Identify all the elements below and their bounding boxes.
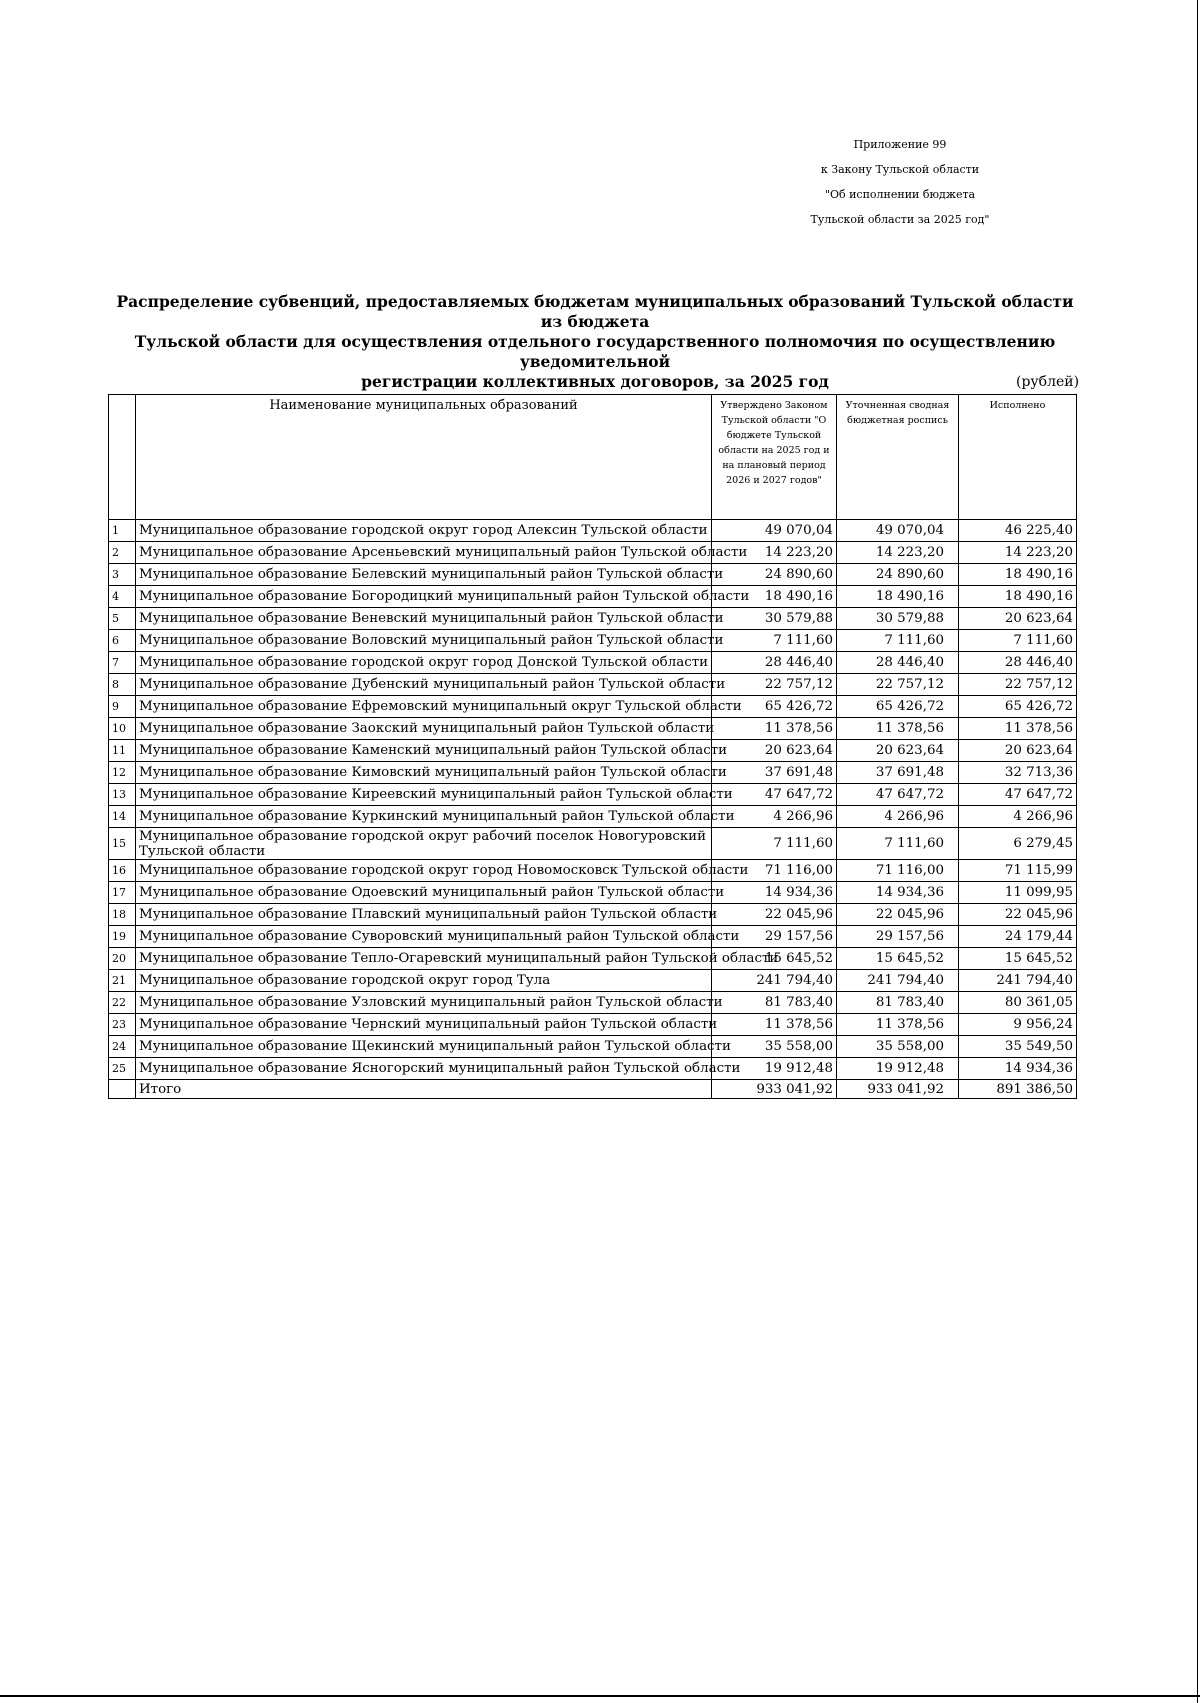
table-row — [109, 1036, 1077, 1058]
row-refined: 11 378,56 — [837, 718, 959, 740]
row-refined: 22 045,96 — [837, 904, 959, 926]
row-index: 23 — [109, 1014, 136, 1036]
row-index: 10 — [109, 718, 136, 740]
row-executed: 18 490,16 — [959, 586, 1077, 608]
row-name: Муниципальное образование Чернский муниципальный район Тульской области — [136, 1014, 712, 1036]
row-approved: 35 558,00 — [712, 1036, 837, 1058]
row-refined: 11 378,56 — [837, 1014, 959, 1036]
row-index: 12 — [109, 762, 136, 784]
table-row — [109, 992, 1077, 1014]
row-approved: 19 912,48 — [712, 1058, 837, 1080]
row-refined: 81 783,40 — [837, 992, 959, 1014]
row-executed: 35 549,50 — [959, 1036, 1077, 1058]
row-index: 16 — [109, 860, 136, 882]
table-row — [109, 674, 1077, 696]
row-approved: 65 426,72 — [712, 696, 837, 718]
row-executed: 46 225,40 — [959, 520, 1077, 542]
appendix-line: Тульской области за 2025 год" — [810, 213, 990, 226]
row-name: Муниципальное образование городской округ рабочий поселок Новогуровский Тульской области — [136, 828, 712, 860]
table-row — [109, 586, 1077, 608]
row-name: Муниципальное образование городской округ город Тула — [136, 970, 712, 992]
table-row — [109, 1014, 1077, 1036]
row-name: Муниципальное образование Воловский муниципальный район Тульской области — [136, 630, 712, 652]
row-refined: 24 890,60 — [837, 564, 959, 586]
row-executed: 80 361,05 — [959, 992, 1077, 1014]
table-row — [109, 696, 1077, 718]
row-index: 2 — [109, 542, 136, 564]
row-executed: 28 446,40 — [959, 652, 1077, 674]
row-approved: 4 266,96 — [712, 806, 837, 828]
document-title — [110, 292, 1080, 392]
row-refined: 28 446,40 — [837, 652, 959, 674]
row-name: Муниципальное образование городской округ город Алексин Тульской области — [136, 520, 712, 542]
row-index: 14 — [109, 806, 136, 828]
row-name: Муниципальное образование Суворовский муниципальный район Тульской области — [136, 926, 712, 948]
row-refined: 71 116,00 — [837, 860, 959, 882]
row-index: 18 — [109, 904, 136, 926]
row-index: 4 — [109, 586, 136, 608]
table-row — [109, 652, 1077, 674]
table-row — [109, 630, 1077, 652]
page-edge-bottom — [0, 1695, 1200, 1697]
row-index: 8 — [109, 674, 136, 696]
row-name: Муниципальное образование городской округ город Новомосковск Тульской области — [136, 860, 712, 882]
row-approved: 7 111,60 — [712, 828, 837, 860]
row-approved: 71 116,00 — [712, 860, 837, 882]
row-name: Муниципальное образование Дубенский муниципальный район Тульской области — [136, 674, 712, 696]
row-index: 5 — [109, 608, 136, 630]
title-line: Распределение субвенций, предоставляемых бюджетам муниципальных образований Тульской области из бюджета — [116, 292, 1074, 331]
row-refined: 19 912,48 — [837, 1058, 959, 1080]
row-index: 3 — [109, 564, 136, 586]
header-approved: Утверждено Законом Тульской области "О бюджете Тульской области на 2025 год и на плановый период 2026 и 2027 годов" — [712, 395, 837, 520]
table-row — [109, 718, 1077, 740]
subvention-table — [108, 394, 1077, 1099]
appendix-line: "Об исполнении бюджета — [824, 188, 976, 201]
row-refined: 14 223,20 — [837, 542, 959, 564]
row-executed: 7 111,60 — [959, 630, 1077, 652]
row-index: 15 — [109, 828, 136, 860]
row-index: 7 — [109, 652, 136, 674]
row-refined: 30 579,88 — [837, 608, 959, 630]
row-approved: 29 157,56 — [712, 926, 837, 948]
row-approved: 81 783,40 — [712, 992, 837, 1014]
row-executed: 32 713,36 — [959, 762, 1077, 784]
table-row — [109, 762, 1077, 784]
row-name: Муниципальное образование Ефремовский муниципальный округ Тульской области — [136, 696, 712, 718]
table-body — [109, 520, 1077, 1080]
row-approved: 11 378,56 — [712, 718, 837, 740]
table-row — [109, 784, 1077, 806]
row-index: 20 — [109, 948, 136, 970]
row-name: Муниципальное образование Ясногорский муниципальный район Тульской области — [136, 1058, 712, 1080]
row-refined: 22 757,12 — [837, 674, 959, 696]
row-refined: 7 111,60 — [837, 828, 959, 860]
row-refined: 15 645,52 — [837, 948, 959, 970]
row-executed: 9 956,24 — [959, 1014, 1077, 1036]
row-executed: 24 179,44 — [959, 926, 1077, 948]
table-row — [109, 926, 1077, 948]
total-approved: 933 041,92 — [712, 1080, 837, 1099]
row-approved: 11 378,56 — [712, 1014, 837, 1036]
row-executed: 18 490,16 — [959, 564, 1077, 586]
table-row — [109, 970, 1077, 992]
row-refined: 49 070,04 — [837, 520, 959, 542]
table-row — [109, 882, 1077, 904]
row-executed: 14 223,20 — [959, 542, 1077, 564]
row-index: 13 — [109, 784, 136, 806]
row-approved: 22 045,96 — [712, 904, 837, 926]
table-row — [109, 806, 1077, 828]
row-name: Муниципальное образование Веневский муниципальный район Тульской области — [136, 608, 712, 630]
row-approved: 37 691,48 — [712, 762, 837, 784]
row-executed: 65 426,72 — [959, 696, 1077, 718]
row-approved: 30 579,88 — [712, 608, 837, 630]
table-row — [109, 828, 1077, 860]
table-row — [109, 1058, 1077, 1080]
row-index: 21 — [109, 970, 136, 992]
row-index: 25 — [109, 1058, 136, 1080]
header-name: Наименование муниципальных образований — [136, 395, 712, 520]
table-row — [109, 608, 1077, 630]
table-row — [109, 564, 1077, 586]
row-approved: 14 934,36 — [712, 882, 837, 904]
row-name: Муниципальное образование городской округ город Донской Тульской области — [136, 652, 712, 674]
row-name: Муниципальное образование Тепло-Огаревский муниципальный район Тульской области — [136, 948, 712, 970]
row-executed: 22 757,12 — [959, 674, 1077, 696]
row-name: Муниципальное образование Одоевский муниципальный район Тульской области — [136, 882, 712, 904]
total-executed: 891 386,50 — [959, 1080, 1077, 1099]
unit-label: (рублей) — [1016, 374, 1080, 390]
row-executed: 4 266,96 — [959, 806, 1077, 828]
row-index: 1 — [109, 520, 136, 542]
row-executed: 15 645,52 — [959, 948, 1077, 970]
table-row — [109, 542, 1077, 564]
row-name: Муниципальное образование Щекинский муниципальный район Тульской области — [136, 1036, 712, 1058]
title-line: Тульской области для осуществления отдельного государственного полномочия по осуществлению уведомительной — [134, 332, 1056, 371]
row-index: 6 — [109, 630, 136, 652]
row-approved: 49 070,04 — [712, 520, 837, 542]
row-name: Муниципальное образование Каменский муниципальный район Тульской области — [136, 740, 712, 762]
row-executed: 11 378,56 — [959, 718, 1077, 740]
row-approved: 47 647,72 — [712, 784, 837, 806]
total-refined: 933 041,92 — [837, 1080, 959, 1099]
row-approved: 20 623,64 — [712, 740, 837, 762]
row-name: Муниципальное образование Белевский муниципальный район Тульской области — [136, 564, 712, 586]
appendix-note — [790, 132, 1010, 232]
row-executed: 241 794,40 — [959, 970, 1077, 992]
total-label: Итого — [136, 1080, 712, 1099]
row-name: Муниципальное образование Арсеньевский муниципальный район Тульской области — [136, 542, 712, 564]
table-row — [109, 904, 1077, 926]
row-name: Муниципальное образование Заокский муниципальный район Тульской области — [136, 718, 712, 740]
row-index: 24 — [109, 1036, 136, 1058]
row-name: Муниципальное образование Узловский муниципальный район Тульской области — [136, 992, 712, 1014]
table-row — [109, 860, 1077, 882]
row-name: Муниципальное образование Куркинский муниципальный район Тульской области — [136, 806, 712, 828]
appendix-line: к Закону Тульской области — [820, 163, 980, 176]
row-approved: 14 223,20 — [712, 542, 837, 564]
row-name: Муниципальное образование Кимовский муниципальный район Тульской области — [136, 762, 712, 784]
table-header-row — [109, 395, 1077, 520]
row-refined: 37 691,48 — [837, 762, 959, 784]
table-row — [109, 948, 1077, 970]
row-approved: 15 645,52 — [712, 948, 837, 970]
header-index — [109, 395, 136, 520]
page-edge-right — [1197, 0, 1198, 1703]
row-approved: 22 757,12 — [712, 674, 837, 696]
table-row — [109, 740, 1077, 762]
row-refined: 29 157,56 — [837, 926, 959, 948]
row-index: 22 — [109, 992, 136, 1014]
row-approved: 24 890,60 — [712, 564, 837, 586]
row-index: 9 — [109, 696, 136, 718]
row-executed: 47 647,72 — [959, 784, 1077, 806]
row-executed: 6 279,45 — [959, 828, 1077, 860]
row-executed: 71 115,99 — [959, 860, 1077, 882]
row-index: 17 — [109, 882, 136, 904]
row-name: Муниципальное образование Богородицкий муниципальный район Тульской области — [136, 586, 712, 608]
row-index: 19 — [109, 926, 136, 948]
row-refined: 18 490,16 — [837, 586, 959, 608]
table-row — [109, 520, 1077, 542]
row-executed: 20 623,64 — [959, 608, 1077, 630]
row-refined: 4 266,96 — [837, 806, 959, 828]
row-executed: 20 623,64 — [959, 740, 1077, 762]
row-executed: 22 045,96 — [959, 904, 1077, 926]
row-refined: 241 794,40 — [837, 970, 959, 992]
header-refined: Уточненная сводная бюджетная роспись — [837, 395, 959, 520]
row-name: Муниципальное образование Киреевский муниципальный район Тульской области — [136, 784, 712, 806]
row-name: Муниципальное образование Плавский муниципальный район Тульской области — [136, 904, 712, 926]
row-index: 11 — [109, 740, 136, 762]
row-refined: 35 558,00 — [837, 1036, 959, 1058]
row-approved: 241 794,40 — [712, 970, 837, 992]
row-refined: 14 934,36 — [837, 882, 959, 904]
header-executed: Исполнено — [959, 395, 1077, 520]
row-refined: 47 647,72 — [837, 784, 959, 806]
row-approved: 18 490,16 — [712, 586, 837, 608]
row-approved: 7 111,60 — [712, 630, 837, 652]
total-row — [109, 1080, 1077, 1099]
row-executed: 11 099,95 — [959, 882, 1077, 904]
row-refined: 20 623,64 — [837, 740, 959, 762]
row-approved: 28 446,40 — [712, 652, 837, 674]
appendix-line: Приложение 99 — [853, 138, 947, 151]
row-refined: 7 111,60 — [837, 630, 959, 652]
total-index — [109, 1080, 136, 1099]
row-executed: 14 934,36 — [959, 1058, 1077, 1080]
row-refined: 65 426,72 — [837, 696, 959, 718]
title-line: регистрации коллективных договоров, за 2025 год — [361, 372, 829, 391]
